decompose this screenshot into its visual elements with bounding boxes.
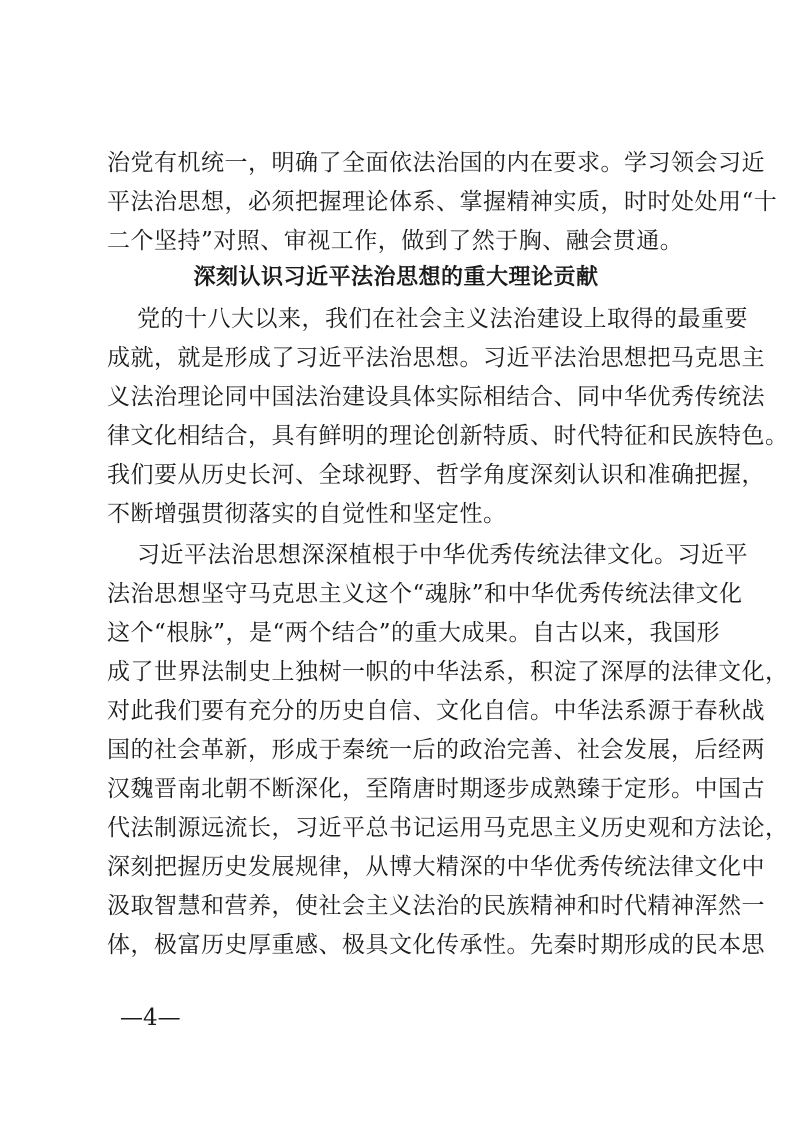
text-line: 汲取智慧和营养，使社会主义法治的民族精神和时代精神浑然一 [107, 893, 765, 919]
text-line: 体，极富历史厚重感、极具文化传承性。先秦时期形成的民本思 [107, 932, 765, 958]
text-line: 党的十八大以来，我们在社会主义法治建设上取得的最重要 [137, 306, 748, 332]
text-line: 二个坚持”对照、审视工作，做到了然于胸、融会贯通。 [107, 228, 684, 254]
text-line: 我们要从历史长河、全球视野、哲学角度深刻认识和准确把握， [107, 462, 765, 488]
text-line: 这个“根脉”，是“两个结合”的重大成果。自古以来，我国形 [107, 620, 721, 646]
text-line: 代法制源远流长，习近平总书记运用马克思主义历史观和方法论， [107, 815, 789, 841]
text-line: 治党有机统一，明确了全面依法治国的内在要求。学习领会习近 [107, 150, 765, 176]
text-line: 对此我们要有充分的历史自信、文化自信。中华法系源于春秋战 [107, 698, 765, 724]
text-line: 平法治思想，必须把握理论体系、掌握精神实质，时时处处用“十 [107, 189, 778, 215]
text-line: 汉魏晋南北朝不断深化，至隋唐时期逐步成熟臻于定形。中国古 [107, 776, 765, 802]
text-line: 习近平法治思想深深植根于中华优秀传统法律文化。习近平 [137, 542, 748, 568]
text-line: 成了世界法制史上独树一帜的中华法系，积淀了深厚的法律文化， [107, 659, 789, 685]
page-number: —4— [120, 1005, 181, 1031]
section-heading: 深刻认识习近平法治思想的重大理论贡献 [193, 265, 599, 290]
text-line: 不断增强贯彻落实的自觉性和坚定性。 [107, 501, 507, 527]
text-line: 法治思想坚守马克思主义这个“魂脉”和中华优秀传统法律文化 [107, 581, 743, 607]
text-line: 深刻把握历史发展规律，从博大精深的中华优秀传统法律文化中 [107, 854, 765, 880]
text-line: 律文化相结合，具有鲜明的理论创新特质、时代特征和民族特色。 [107, 423, 789, 449]
text-line: 义法治理论同中国法治建设具体实际相结合、同中华优秀传统法 [107, 384, 765, 410]
text-line: 成就，就是形成了习近平法治思想。习近平法治思想把马克思主 [107, 345, 765, 371]
text-line: 国的社会革新，形成于秦统一后的政治完善、社会发展，后经两 [107, 737, 765, 763]
